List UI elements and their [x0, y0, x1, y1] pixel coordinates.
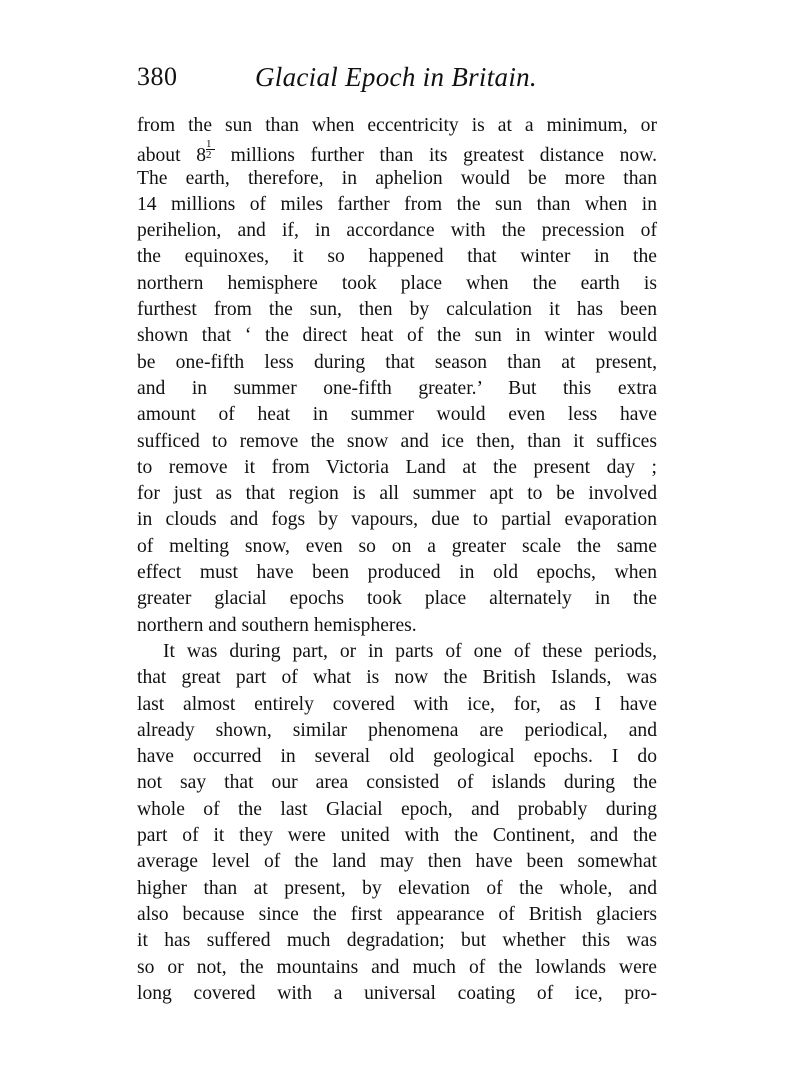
- paragraph-end-line: northern and southern hemispheres.: [137, 614, 417, 636]
- text-line: shown that ‘ the direct heat of the sun in winter would: [137, 325, 657, 347]
- text-line: greater glacial epochs took place alternately in the: [137, 588, 657, 610]
- text-line: perihelion, and if, in accordance with the precession of: [137, 220, 657, 242]
- text-line: to remove it from Victoria Land at the present day ;: [137, 456, 657, 478]
- text-line: amount of heat in summer would even less have: [137, 404, 657, 426]
- text-line: be one-fifth less during that season than at present,: [137, 351, 657, 373]
- text-line: sufficed to remove the snow and ice then, than it suffices: [137, 430, 657, 452]
- text-line: of melting snow, even so on a greater scale the same: [137, 535, 657, 557]
- text-line: already shown, similar phenomena are periodical, and: [137, 719, 657, 741]
- body-text: [137, 113, 657, 1007]
- fraction-numerator: 1: [206, 139, 215, 150]
- text-line: for just as that region is all summer apt to be involved: [137, 483, 657, 505]
- text-line: northern hemisphere took place when the earth is: [137, 272, 657, 294]
- text-line: that great part of what is now the British Islands, was: [137, 667, 657, 689]
- text-line: long covered with a universal coating of ice, pro-: [137, 982, 657, 1004]
- text-line: from the sun than when eccentricity is at a minimum, or: [137, 115, 657, 136]
- text-line: higher than at present, by elevation of the whole, and: [137, 877, 657, 899]
- fraction: [206, 139, 215, 160]
- text-line: in clouds and fogs by vapours, due to partial evaporation: [137, 509, 657, 531]
- text-line: have occurred in several old geological epochs. I do: [137, 746, 657, 768]
- page-header: [137, 60, 657, 100]
- fraction-denominator: 2: [206, 149, 212, 162]
- text-line: 14 millions of miles farther from the sun than when in: [137, 193, 657, 215]
- text-fragment: millions further than its greatest distance now.: [215, 145, 657, 167]
- page-number: 380: [137, 62, 178, 91]
- text-line: effect must have been produced in old epochs, when: [137, 562, 657, 584]
- text-line: the equinoxes, it so happened that winter in the: [137, 246, 657, 268]
- paragraph-start-line: It was during part, or in parts of one of these periods,: [163, 640, 657, 662]
- text-line: and in summer one-fifth greater.’ But this extra: [137, 377, 657, 399]
- text-fragment: about 8: [137, 145, 206, 167]
- text-line: not say that our area consisted of islands during the: [137, 772, 657, 794]
- text-line: [137, 139, 657, 165]
- running-title: Glacial Epoch in Britain.: [255, 62, 537, 92]
- text-line: The earth, therefore, in aphelion would be more than: [137, 167, 657, 189]
- text-line: so or not, the mountains and much of the lowlands were: [137, 956, 657, 978]
- text-line: last almost entirely covered with ice, for, as I have: [137, 693, 657, 715]
- text-line: part of it they were united with the Continent, and the: [137, 825, 657, 847]
- text-line: furthest from the sun, then by calculation it has been: [137, 299, 657, 321]
- text-line: also because since the first appearance of British glaciers: [137, 903, 657, 925]
- text-line: it has suffered much degradation; but whether this was: [137, 930, 657, 952]
- text-line: whole of the last Glacial epoch, and probably during: [137, 798, 657, 820]
- text-line: average level of the land may then have been somewhat: [137, 851, 657, 873]
